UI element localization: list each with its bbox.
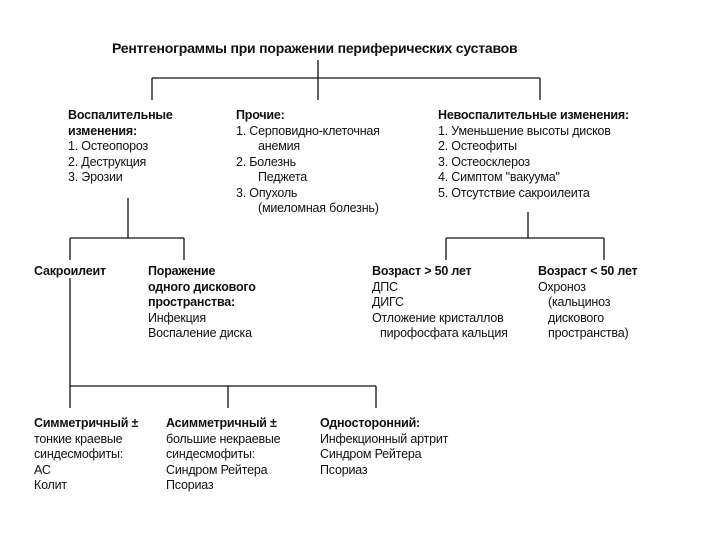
list-item: большие некраевые <box>166 431 281 446</box>
list-item: Охроноз <box>538 279 586 294</box>
list-item: 2. Болезнь <box>236 154 296 169</box>
node-other-heading: Прочие: <box>236 108 285 122</box>
list-item: пространства) <box>548 326 629 340</box>
list-item: 1. Серповидно-клеточная <box>236 123 380 138</box>
list-item: ДИГС <box>372 295 404 309</box>
node-inflammatory-heading-1: Воспалительные <box>68 108 173 122</box>
list-item: 3. Опухоль <box>236 185 298 200</box>
list-item: Псориаз <box>320 462 368 477</box>
list-item: 2. Остеофиты <box>438 139 517 153</box>
list-item: 2. Деструкция <box>68 154 147 169</box>
list-item: Псориаз <box>166 478 214 492</box>
node-asymmetric-heading: Асимметричный ± <box>166 416 277 430</box>
node-single-disc-heading-3: пространства: <box>148 295 235 309</box>
node-sacroiliitis-heading: Сакроилеит <box>34 264 106 278</box>
list-item: 3. Остеосклероз <box>438 154 530 169</box>
diagram-title: Рентгенограммы при поражении периферических суставов <box>112 40 518 56</box>
node-single-disc <box>148 264 256 342</box>
list-item: Педжета <box>258 170 307 184</box>
list-item: 3. Эрозии <box>68 170 123 184</box>
node-symmetric-heading: Симметричный ± <box>34 416 139 430</box>
node-age-over-50 <box>372 264 508 342</box>
list-item: анемия <box>258 139 300 153</box>
list-item: 4. Симптом "вакуума" <box>438 170 560 184</box>
node-noninflammatory <box>438 108 629 201</box>
list-item: дискового <box>548 310 604 325</box>
node-asymmetric <box>166 416 280 494</box>
list-item: ДПС <box>372 279 398 294</box>
list-item: Колит <box>34 478 67 492</box>
list-item: пирофосфата кальция <box>380 326 508 340</box>
node-single-disc-heading-2: одного дискового <box>148 279 256 294</box>
list-item: Синдром Рейтера <box>320 447 422 461</box>
node-other <box>236 108 380 217</box>
list-item: 5. Отсутствие сакроилеита <box>438 185 590 200</box>
node-age-under-50 <box>538 264 637 342</box>
list-item: Инфекционный артрит <box>320 431 449 446</box>
list-item: (кальциноз <box>548 295 611 309</box>
node-inflammatory-heading-2: изменения: <box>68 123 137 138</box>
node-unilateral <box>320 416 448 478</box>
list-item: Инфекция <box>148 310 206 325</box>
list-item: (миеломная болезнь) <box>258 201 379 215</box>
list-item: АС <box>34 462 51 477</box>
node-single-disc-heading-1: Поражение <box>148 264 216 278</box>
node-inflammatory <box>68 108 173 186</box>
node-age-under-50-heading: Возраст < 50 лет <box>538 264 638 278</box>
list-item: 1. Остеопороз <box>68 139 148 153</box>
node-symmetric <box>34 416 138 494</box>
list-item: Синдром Рейтера <box>166 462 268 477</box>
list-item: синдесмофиты: <box>34 447 124 461</box>
list-item: тонкие краевые <box>34 431 123 446</box>
list-item: синдесмофиты: <box>166 447 256 461</box>
node-age-over-50-heading: Возраст > 50 лет <box>372 264 472 278</box>
list-item: Отложение кристаллов <box>372 310 504 325</box>
list-item: 1. Уменьшение высоты дисков <box>438 123 611 138</box>
node-unilateral-heading: Односторонний: <box>320 416 421 430</box>
node-sacroiliitis <box>34 264 106 280</box>
list-item: Воспаление диска <box>148 326 252 340</box>
node-noninflammatory-heading: Невоспалительные изменения: <box>438 108 629 122</box>
